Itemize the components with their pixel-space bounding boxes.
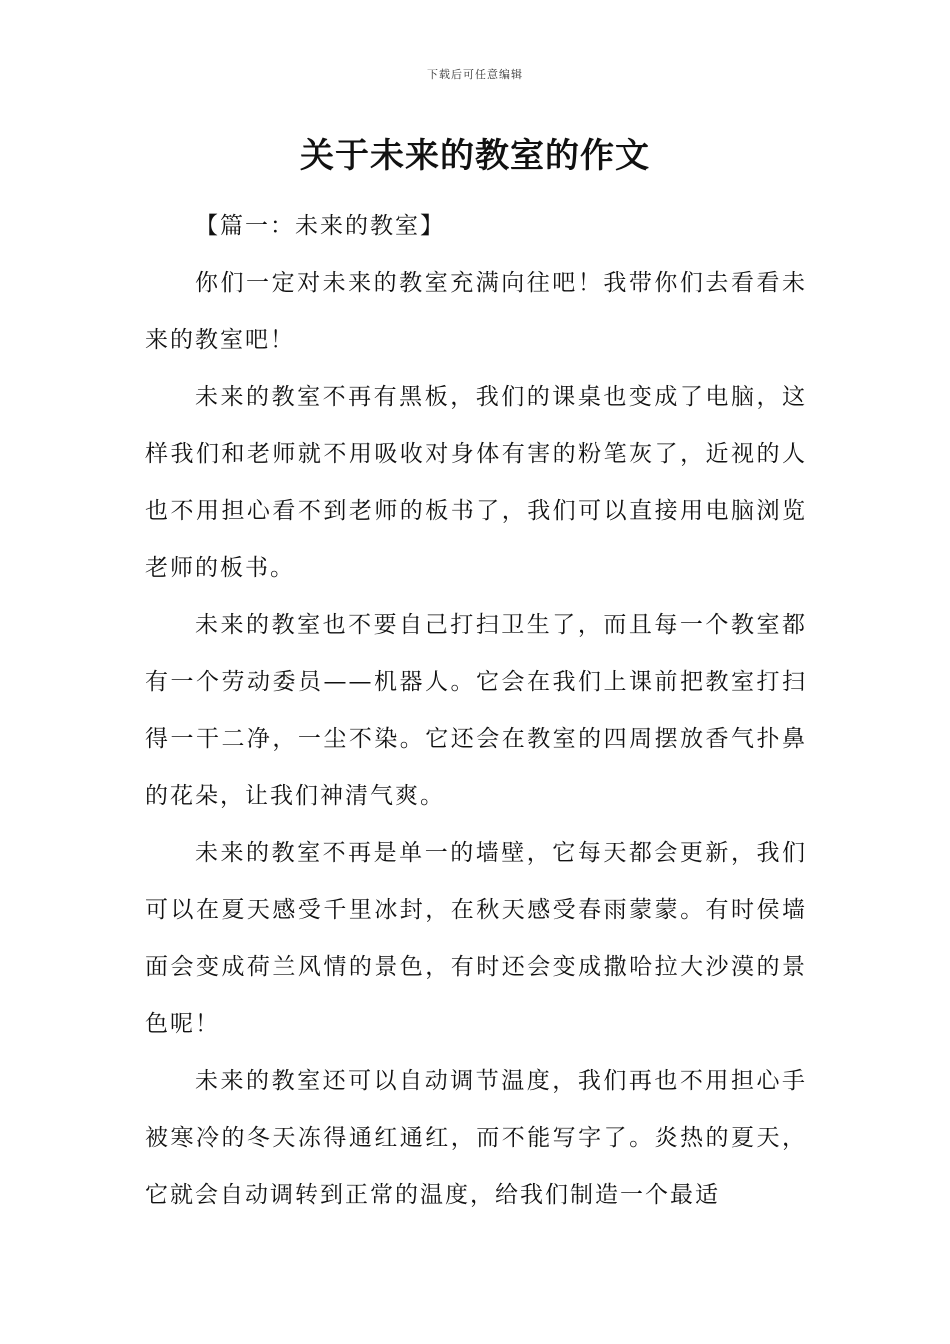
paragraph-4: 未来的教室不再是单一的墙壁，它每天都会更新，我们可以在夏天感受千里冰封，在秋天感受春雨蒙蒙。有时侯墙面会变成荷兰风情的景色，有时还会变成撒哈拉大沙漠的景色呢！ xyxy=(145,840,807,1037)
paragraph-5: 未来的教室还可以自动调节温度，我们再也不用担心手被寒冷的冬天冻得通红通红，而不能写字了。炎热的夏天，它就会自动调转到正常的温度，给我们制造一个最适 xyxy=(145,1068,807,1208)
page-title: 关于未来的教室的作文 xyxy=(300,136,650,176)
paragraph-2: 未来的教室不再有黑板，我们的课桌也变成了电脑，这样我们和老师就不用吸收对身体有害的粉笔灰了，近视的人也不用担心看不到老师的板书了，我们可以直接用电脑浏览老师的板书。 xyxy=(145,384,807,581)
section-heading: 【篇一：未来的教室】 xyxy=(195,213,445,239)
paragraph-3: 未来的教室也不要自己打扫卫生了，而且每一个教室都有一个劳动委员——机器人。它会在我们上课前把教室打扫得一干二净，一尘不染。它还会在教室的四周摆放香气扑鼻的花朵，让我们神清气爽。 xyxy=(145,612,807,809)
header-note: 下载后可任意编辑 xyxy=(427,68,523,81)
document-body xyxy=(145,198,807,1224)
paragraph-1: 你们一定对未来的教室充满向往吧！我带你们去看看未来的教室吧！ xyxy=(145,270,807,353)
